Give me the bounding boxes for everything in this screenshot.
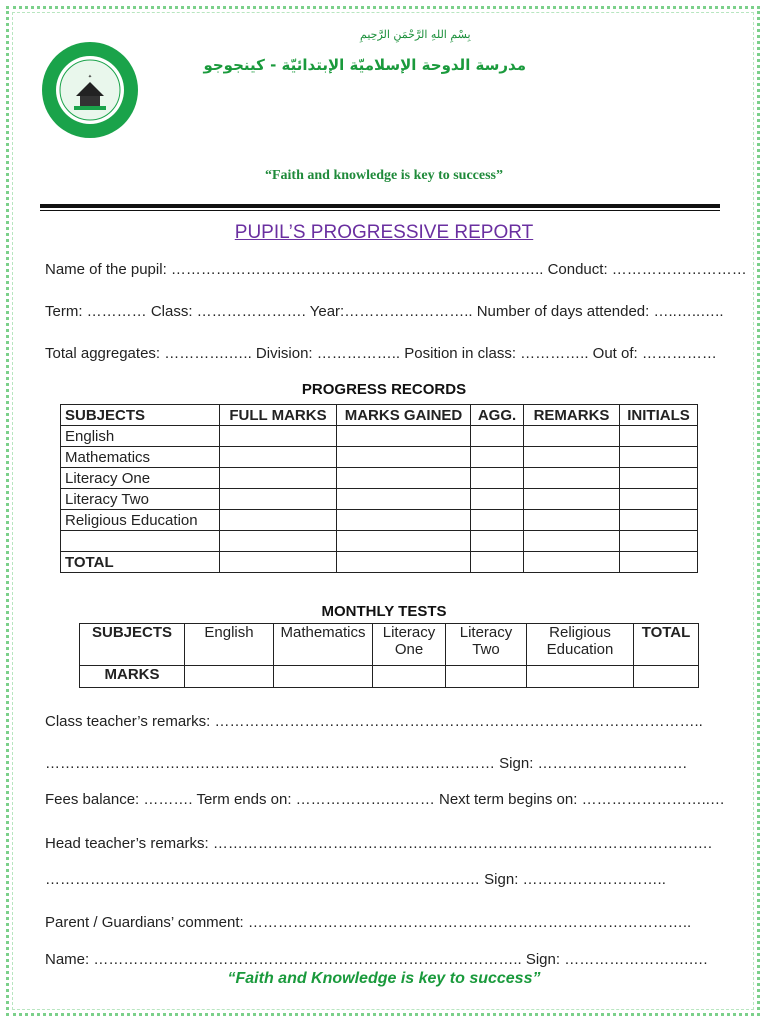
col-total: TOTAL: [634, 624, 699, 666]
school-motto: “Faith and knowledge is key to success”: [264, 168, 504, 183]
english-marks-cell[interactable]: [185, 666, 274, 688]
basmala: بِسْمِ اللهِ الرَّحْمَنِ الرَّحِيمِ: [360, 28, 471, 41]
initials-cell[interactable]: [620, 489, 698, 510]
marks-gained-cell[interactable]: [337, 447, 471, 468]
header-divider: [40, 204, 720, 208]
monthly-tests-title: MONTHLY TESTS: [321, 603, 447, 620]
school-logo: [40, 40, 140, 140]
full-marks-cell[interactable]: [220, 489, 337, 510]
agg-cell[interactable]: [471, 531, 524, 552]
footer-motto: “Faith and Knowledge is key to success”: [227, 970, 541, 987]
marks-gained-cell[interactable]: [337, 468, 471, 489]
initials-cell[interactable]: [620, 468, 698, 489]
remarks-cell[interactable]: [524, 447, 620, 468]
fees-term-dates-field[interactable]: Fees balance: ………. Term ends on: ……………….……… Next term begins on: ……………………..…: [45, 791, 725, 808]
total-label: TOTAL: [61, 552, 220, 573]
agg-cell[interactable]: [471, 552, 524, 573]
table-row: [61, 447, 698, 468]
subject-cell: Religious Education: [61, 510, 220, 531]
agg-cell[interactable]: [471, 489, 524, 510]
marks-label: MARKS: [80, 666, 185, 688]
remarks-cell[interactable]: [524, 468, 620, 489]
marks-row: [80, 666, 699, 688]
aggregates-field[interactable]: Total aggregates: ………….….. Division: …………….. Position in class: ………….. Out of: ……………: [45, 345, 717, 362]
head-teacher-remarks-field[interactable]: Head teacher’s remarks: ……………………………………………………………………………………….: [45, 835, 713, 852]
table-row: [61, 510, 698, 531]
head-teacher-sign-field[interactable]: …………………………………………………………………………… Sign: ………………………..: [45, 871, 666, 888]
table-row: [61, 468, 698, 489]
mathematics-marks-cell[interactable]: [274, 666, 373, 688]
remarks-cell[interactable]: [524, 510, 620, 531]
table-row: [61, 426, 698, 447]
subject-cell: English: [61, 426, 220, 447]
full-marks-cell[interactable]: [220, 531, 337, 552]
parent-name-sign-field[interactable]: Name: ………………………………………………………………………….. Sign: …………………….….: [45, 951, 708, 968]
col-religious-education: Religious Education: [527, 624, 634, 666]
marks-gained-cell[interactable]: [337, 552, 471, 573]
remarks-cell[interactable]: [524, 426, 620, 447]
pupil-name-field[interactable]: Name of the pupil: ……………………………………………………….……….. Conduct: ………………………: [45, 261, 747, 278]
monthly-tests-table: [79, 623, 699, 688]
class-teacher-remarks-field[interactable]: Class teacher’s remarks: ……………………………………………………………………………………..: [45, 713, 703, 730]
subject-cell: Literacy One: [61, 468, 220, 489]
col-initials: INITIALS: [620, 405, 698, 426]
initials-cell[interactable]: [620, 426, 698, 447]
col-subjects: SUBJECTS: [80, 624, 185, 666]
marks-gained-cell[interactable]: [337, 531, 471, 552]
marks-gained-cell[interactable]: [337, 510, 471, 531]
col-mathematics: Mathematics: [274, 624, 373, 666]
col-english: English: [185, 624, 274, 666]
total-row: [61, 552, 698, 573]
col-full-marks: FULL MARKS: [220, 405, 337, 426]
school-name-arabic: مدرسة الدوحة الإسلاميّة الإبتدائيّة - كينجوجو: [203, 56, 526, 74]
header-divider-thin: [40, 210, 720, 211]
col-agg: AGG.: [471, 405, 524, 426]
col-literacy-one: Literacy One: [373, 624, 446, 666]
agg-cell[interactable]: [471, 426, 524, 447]
subject-cell: Mathematics: [61, 447, 220, 468]
col-remarks: REMARKS: [524, 405, 620, 426]
full-marks-cell[interactable]: [220, 447, 337, 468]
initials-cell[interactable]: [620, 531, 698, 552]
term-class-year-field[interactable]: Term: ………… Class: …………………. Year:…………………….. Number of days attended: …..…..…..: [45, 303, 724, 320]
subject-cell: [61, 531, 220, 552]
full-marks-cell[interactable]: [220, 510, 337, 531]
col-literacy-two: Literacy Two: [446, 624, 527, 666]
agg-cell[interactable]: [471, 447, 524, 468]
full-marks-cell[interactable]: [220, 552, 337, 573]
col-marks-gained: MARKS GAINED: [337, 405, 471, 426]
class-teacher-sign-field[interactable]: ……………………………………………………………………………… Sign: …………………………: [45, 755, 688, 772]
subject-cell: Literacy Two: [61, 489, 220, 510]
table-header-row: [61, 405, 698, 426]
progress-table: [60, 404, 698, 573]
parent-comment-field[interactable]: Parent / Guardians’ comment: ……………………………………………………………………………..: [45, 914, 692, 931]
initials-cell[interactable]: [620, 447, 698, 468]
table-header-row: [80, 624, 699, 666]
literacy-two-marks-cell[interactable]: [446, 666, 527, 688]
agg-cell[interactable]: [471, 510, 524, 531]
progress-records-title: PROGRESS RECORDS: [301, 381, 467, 398]
remarks-cell[interactable]: [524, 489, 620, 510]
table-row: [61, 531, 698, 552]
agg-cell[interactable]: [471, 468, 524, 489]
full-marks-cell[interactable]: [220, 426, 337, 447]
total-marks-cell[interactable]: [634, 666, 699, 688]
marks-gained-cell[interactable]: [337, 489, 471, 510]
svg-text:✦: ✦: [87, 74, 93, 80]
remarks-cell[interactable]: [524, 531, 620, 552]
report-title: PUPIL’S PROGRESSIVE REPORT: [234, 222, 534, 243]
initials-cell[interactable]: [620, 510, 698, 531]
table-row: [61, 489, 698, 510]
religious-education-marks-cell[interactable]: [527, 666, 634, 688]
initials-cell[interactable]: [620, 552, 698, 573]
full-marks-cell[interactable]: [220, 468, 337, 489]
remarks-cell[interactable]: [524, 552, 620, 573]
literacy-one-marks-cell[interactable]: [373, 666, 446, 688]
marks-gained-cell[interactable]: [337, 426, 471, 447]
col-subjects: SUBJECTS: [61, 405, 220, 426]
